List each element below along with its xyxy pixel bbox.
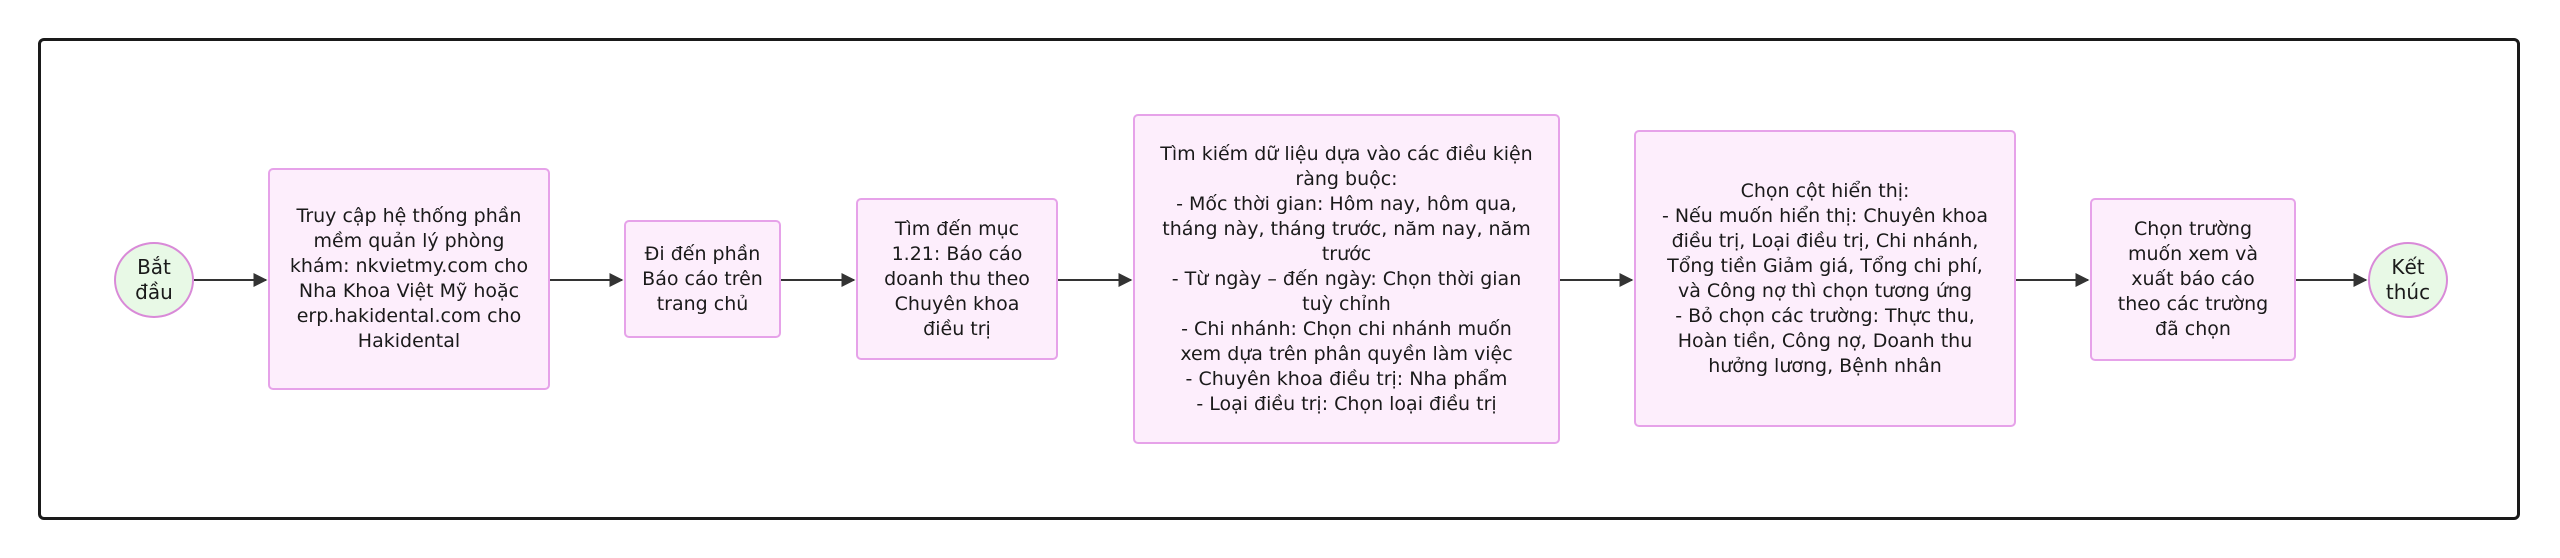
end-node: Kết thúc xyxy=(2368,242,2448,318)
step-access-system: Truy cập hệ thống phần mềm quản lý phòng khám: nkvietmy.com cho Nha Khoa Việt Mỹ hoặc erp.hakidental.com cho Hakidental xyxy=(268,168,550,390)
step-choose-columns: Chọn cột hiển thị: - Nếu muốn hiển thị: Chuyên khoa điều trị, Loại điều trị, Chi nhánh, Tổng tiền Giảm giá, Tổng chi phí, và Công nợ thì chọn tương ứng - Bỏ chọn các trường: Thực thu, Hoàn tiền, Công nợ, Doanh thu hưởng lương, Bệnh nhân xyxy=(1634,130,2016,427)
start-node: Bắt đầu xyxy=(114,242,194,318)
step-find-report-1-21: Tìm đến mục 1.21: Báo cáo doanh thu theo Chuyên khoa điều trị xyxy=(856,198,1058,360)
step-search-conditions: Tìm kiếm dữ liệu dựa vào các điều kiện ràng buộc: - Mốc thời gian: Hôm nay, hôm qua, tháng này, tháng trước, năm nay, năm trước - Từ ngày – đến ngày: Chọn thời gian tuỳ chỉnh - Chi nhánh: Chọn chi nhánh muốn xem dựa trên phân quyền làm việc - Chuyên khoa điều trị: Nha phẩm - Loại điều trị: Chọn loại điều trị xyxy=(1133,114,1560,444)
step-select-and-export: Chọn trường muốn xem và xuất báo cáo theo các trường đã chọn xyxy=(2090,198,2296,361)
step-go-to-reports: Đi đến phần Báo cáo trên trang chủ xyxy=(624,220,781,338)
